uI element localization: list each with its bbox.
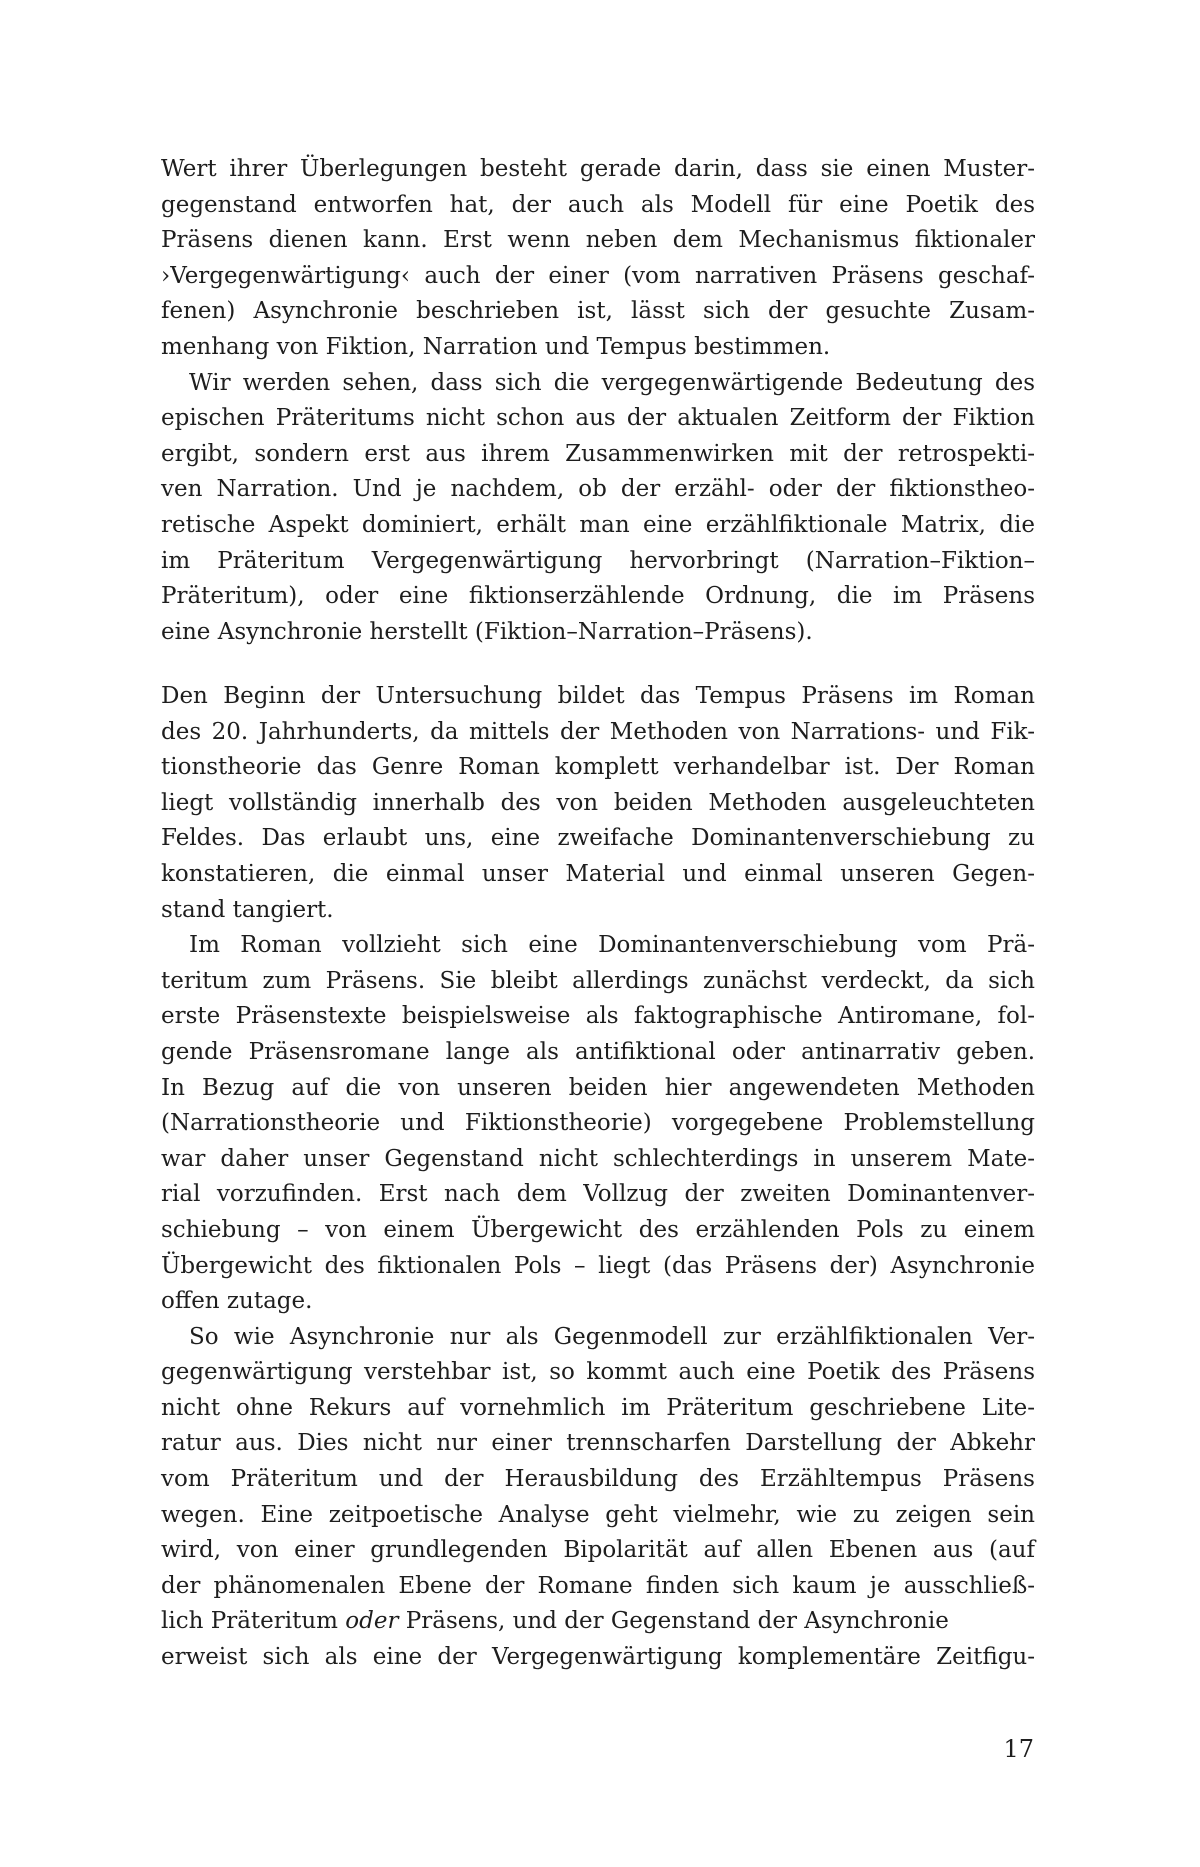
paragraph-group-1 bbox=[161, 152, 1035, 650]
text-line: gende Präsensromane lange als antifiktional oder antinarrativ geben. bbox=[161, 1038, 1035, 1065]
text-line: im Präteritum Vergegenwärtigung hervorbringt (Narration–Fiktion– bbox=[161, 547, 1035, 574]
text-line: schiebung – von einem Übergewicht des erzählenden Pols zu einem bbox=[161, 1216, 1035, 1243]
page-number: 17 bbox=[1003, 1735, 1034, 1763]
text-line bbox=[161, 1604, 1035, 1640]
text-line: erweist sich als eine der Vergegenwärtigung komplementäre Zeitfigu- bbox=[161, 1644, 1035, 1671]
text-line: Wert ihrer Überlegungen besteht gerade darin, dass sie einen Muster- bbox=[161, 156, 1035, 182]
text-line: teritum zum Präsens. Sie bleibt allerdings zunächst verdeckt, da sich bbox=[161, 967, 1035, 994]
text-line: gegenwärtigung verstehbar ist, so kommt auch eine Poetik des Präsens bbox=[161, 1359, 1035, 1386]
text-line: der phänomenalen Ebene der Romane finden sich kaum je ausschließ- bbox=[161, 1572, 1035, 1599]
text-line: eine Asynchronie herstellt (Fiktion–Narration–Präsens). bbox=[161, 618, 813, 645]
text-line: rial vorzufinden. Erst nach dem Vollzug der zweiten Dominantenver- bbox=[161, 1181, 1035, 1208]
text-line: Wir werden sehen, dass sich die vergegenwärtigende Bedeutung des bbox=[189, 369, 1035, 396]
text-line: Den Beginn der Untersuchung bildet das Tempus Präsens im Roman bbox=[161, 683, 1035, 709]
text-line: des 20. Jahrhunderts, da mittels der Methoden von Narrations- und Fik- bbox=[161, 718, 1035, 745]
text-line: nicht ohne Rekurs auf vornehmlich im Präteritum geschriebene Lite- bbox=[161, 1394, 1035, 1421]
text-line: konstatieren, die einmal unser Material und einmal unseren Gegen- bbox=[161, 860, 1035, 887]
text-line: (Narrationstheorie und Fiktionstheorie) vorgegebene Problemstellung bbox=[161, 1110, 1035, 1137]
text-line: stand tangiert. bbox=[161, 896, 334, 923]
text-line: vom Präteritum und der Herausbildung des Erzähltempus Präsens bbox=[161, 1466, 1035, 1493]
text-line: ratur aus. Dies nicht nur einer trennscharfen Darstellung der Abkehr bbox=[161, 1430, 1035, 1457]
text-line: Im Roman vollzieht sich eine Dominantenverschiebung vom Prä- bbox=[189, 932, 1035, 959]
text-line: gegenstand entworfen hat, der auch als Modell für eine Poetik des bbox=[161, 191, 1035, 218]
text-line: Übergewicht des fiktionalen Pols – liegt (das Präsens der) Asynchronie bbox=[161, 1252, 1035, 1279]
text-line: war daher unser Gegenstand nicht schlechterdings in unserem Mate- bbox=[161, 1145, 1035, 1172]
text-line: retische Aspekt dominiert, erhält man eine erzählfiktionale Matrix, die bbox=[161, 511, 1035, 538]
text-line: epischen Präteritums nicht schon aus der aktualen Zeitform der Fiktion bbox=[161, 405, 1035, 432]
text-line: wegen. Eine zeitpoetische Analyse geht vielmehr, wie zu zeigen sein bbox=[161, 1501, 1035, 1528]
text-line: erste Präsenstexte beispielsweise als faktographische Antiromane, fol- bbox=[161, 1003, 1035, 1030]
text-line: tionstheorie das Genre Roman komplett verhandelbar ist. Der Roman bbox=[161, 754, 1035, 781]
text-line: liegt vollständig innerhalb des von beiden Methoden ausgeleuchteten bbox=[161, 789, 1035, 816]
text-line: Präteritum), oder eine fiktionserzählende Ordnung, die im Präsens bbox=[161, 583, 1035, 610]
text-segment: lich Präteritum bbox=[161, 1608, 346, 1635]
text-line: ergibt, sondern erst aus ihrem Zusammenwirken mit der retrospekti- bbox=[161, 440, 1035, 467]
text-line: fenen) Asynchronie beschrieben ist, lässt sich der gesuchte Zusam- bbox=[161, 298, 1035, 325]
text-line: wird, von einer grundlegenden Bipolarität auf allen Ebenen aus (auf bbox=[161, 1537, 1035, 1564]
text-line: ven Narration. Und je nachdem, ob der erzähl- oder der fiktionstheo- bbox=[161, 476, 1035, 503]
text-line: Präsens dienen kann. Erst wenn neben dem Mechanismus fiktionaler bbox=[161, 227, 1035, 254]
text-line: offen zutage. bbox=[161, 1288, 313, 1315]
text-line: Feldes. Das erlaubt uns, eine zweifache Dominantenverschiebung zu bbox=[161, 825, 1035, 852]
paragraph-group-2 bbox=[161, 679, 1035, 1676]
text-line: menhang von Fiktion, Narration und Tempus bestimmen. bbox=[161, 333, 831, 360]
text-line: In Bezug auf die von unseren beiden hier angewendeten Methoden bbox=[161, 1074, 1035, 1101]
text-line: ›Vergegenwärtigung‹ auch der einer (vom narrativen Präsens geschaf- bbox=[161, 262, 1035, 289]
text-line: So wie Asynchronie nur als Gegenmodell zur erzählfiktionalen Ver- bbox=[189, 1323, 1035, 1350]
emphasized-word: oder bbox=[345, 1608, 399, 1635]
text-segment: Präsens, und der Gegenstand der Asynchronie bbox=[398, 1608, 949, 1635]
